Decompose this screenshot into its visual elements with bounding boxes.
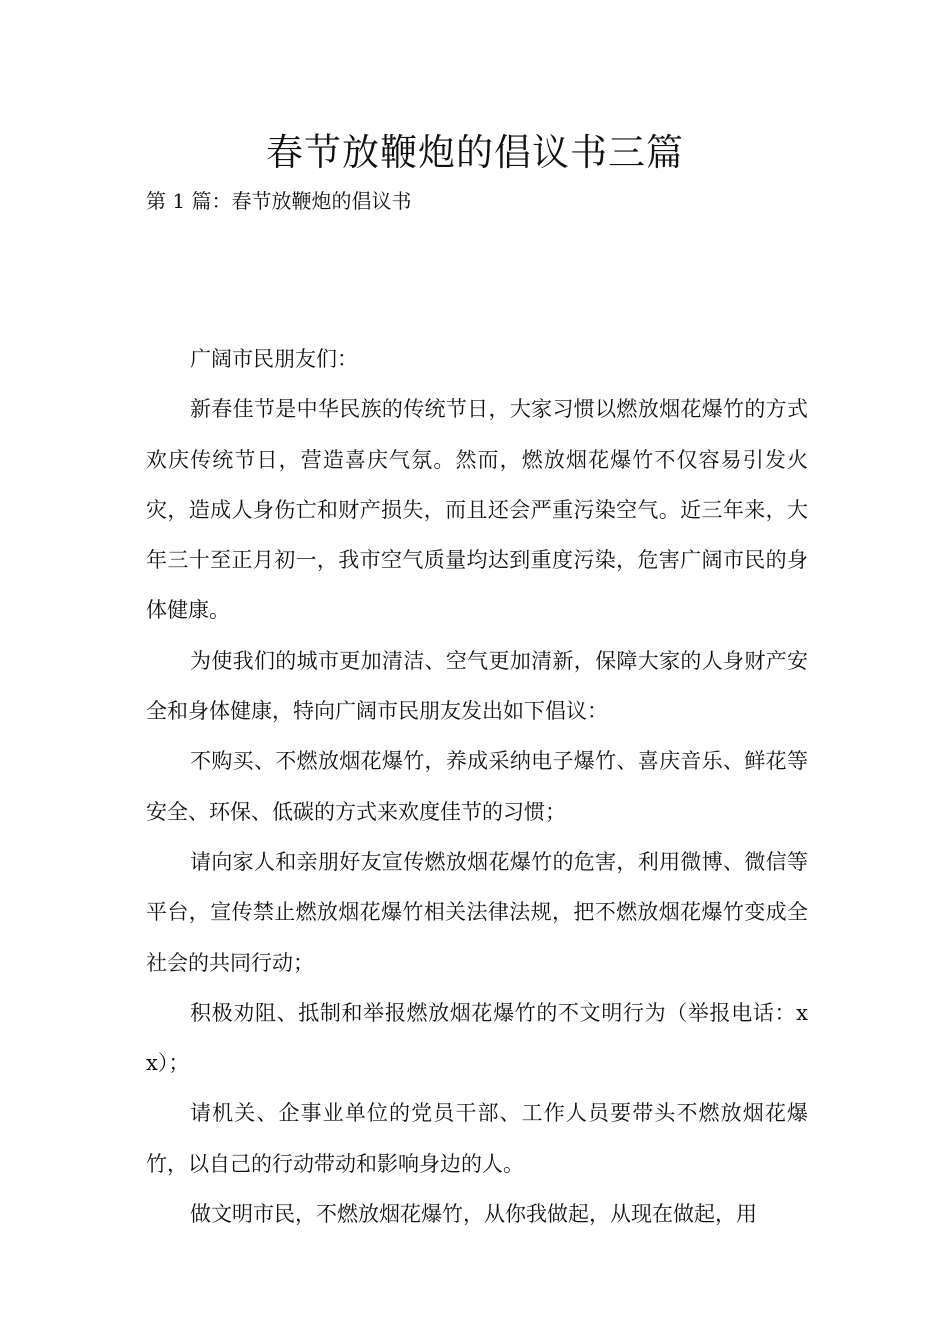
paragraph-salutation: 广阔市民朋友们： bbox=[190, 347, 358, 371]
document-body bbox=[146, 334, 808, 1239]
paragraph: 不购买、不燃放烟花爆竹，养成采纳电子爆竹、喜庆音乐、鲜花等安全、环保、低碳的方式来欢度佳节的习惯； bbox=[146, 749, 808, 824]
paragraph: 为使我们的城市更加清洁、空气更加清新，保障大家的人身财产安全和身体健康，特向广阔市民朋友发出如下倡议： bbox=[146, 648, 808, 724]
paragraph: 做文明市民，不燃放烟花爆竹，从你我做起，从现在做起，用 bbox=[190, 1202, 757, 1227]
paragraph: 请机关、企事业单位的党员干部、工作人员要带头不燃放烟花爆竹，以自己的行动带动和影响身边的人。 bbox=[146, 1101, 808, 1176]
document-title: 春节放鞭炮的倡议书三篇 bbox=[266, 131, 684, 174]
paragraph: 积极劝阻、抵制和举报燃放烟花爆竹的不文明行为（举报电话：xx）； bbox=[146, 1000, 808, 1076]
paragraph: 请向家人和亲朋好友宣传燃放烟花爆竹的危害，利用微博、微信等平台，宣传禁止燃放烟花爆竹相关法律法规，把不燃放烟花爆竹变成全社会的共同行动； bbox=[146, 849, 808, 975]
document-subtitle: 第 1 篇：春节放鞭炮的倡议书 bbox=[146, 189, 412, 213]
paragraph: 新春佳节是中华民族的传统节日，大家习惯以燃放烟花爆竹的方式欢庆传统节日，营造喜庆气氛。然而，燃放烟花爆竹不仅容易引发火灾，造成人身伤亡和财产损失，而且还会严重污染空气。近三年来，大年三十至正月初一，我市空气质量均达到重度污染，危害广阔市民的身体健康。 bbox=[146, 397, 808, 623]
